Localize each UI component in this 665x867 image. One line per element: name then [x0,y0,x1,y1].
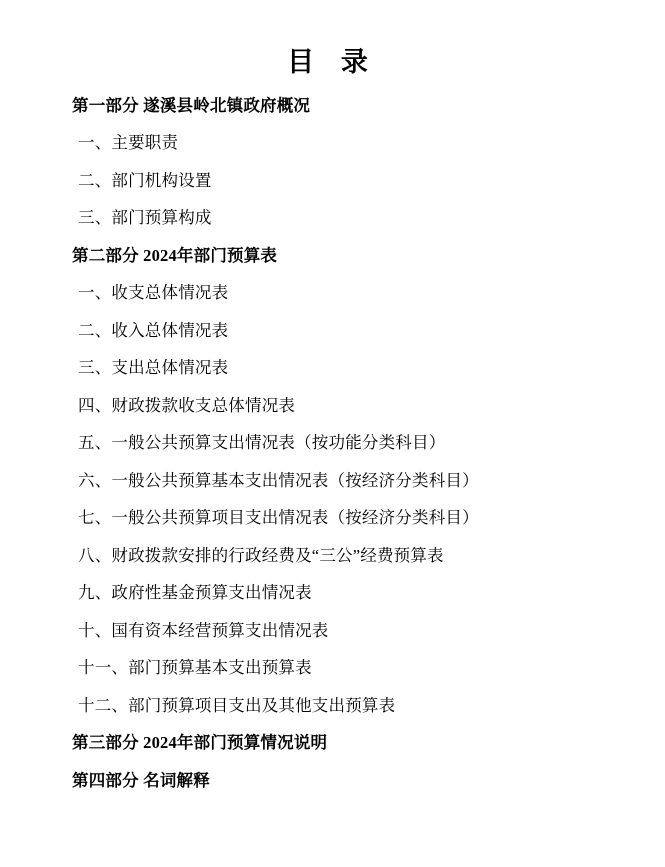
table-of-contents [46,87,619,800]
toc-part-entry[interactable]: 第三部分 2024年部门预算情况说明 [72,733,328,752]
toc-part-entry[interactable]: 第二部分 2024年部门预算表 [72,245,278,265]
toc-item-entry[interactable]: 四、财政拨款收支总体情况表 [78,395,296,415]
toc-item-entry[interactable]: 八、财政拨款安排的行政经费及“三公”经费预算表 [78,545,444,565]
toc-item-entry[interactable]: 三、部门预算构成 [78,208,212,227]
toc-item-entry[interactable]: 七、一般公共预算项目支出情况表（按经济分类科目） [78,508,479,527]
toc-item-entry[interactable]: 十、国有资本经营预算支出情况表 [78,620,329,640]
toc-item-entry[interactable]: 十一、部门预算基本支出预算表 [78,658,312,677]
toc-item-entry[interactable]: 十二、部门预算项目支出及其他支出预算表 [78,695,396,715]
page-title: 目 录 [287,47,378,77]
toc-item-entry[interactable]: 五、一般公共预算支出情况表（按功能分类科目） [78,433,446,452]
toc-item-entry[interactable]: 九、政府性基金预算支出情况表 [78,583,312,602]
toc-item-entry[interactable]: 一、收支总体情况表 [78,283,229,302]
toc-item-entry[interactable]: 一、主要职责 [78,133,179,152]
toc-part-entry[interactable]: 第一部分 遂溪县岭北镇政府概况 [72,95,311,115]
toc-item-entry[interactable]: 二、收入总体情况表 [78,320,229,340]
toc-part-entry[interactable]: 第四部分 名词解释 [72,770,210,790]
toc-item-entry[interactable]: 二、部门机构设置 [78,170,212,190]
toc-item-entry[interactable]: 三、支出总体情况表 [78,358,229,377]
toc-item-entry[interactable]: 六、一般公共预算基本支出情况表（按经济分类科目） [78,470,479,490]
